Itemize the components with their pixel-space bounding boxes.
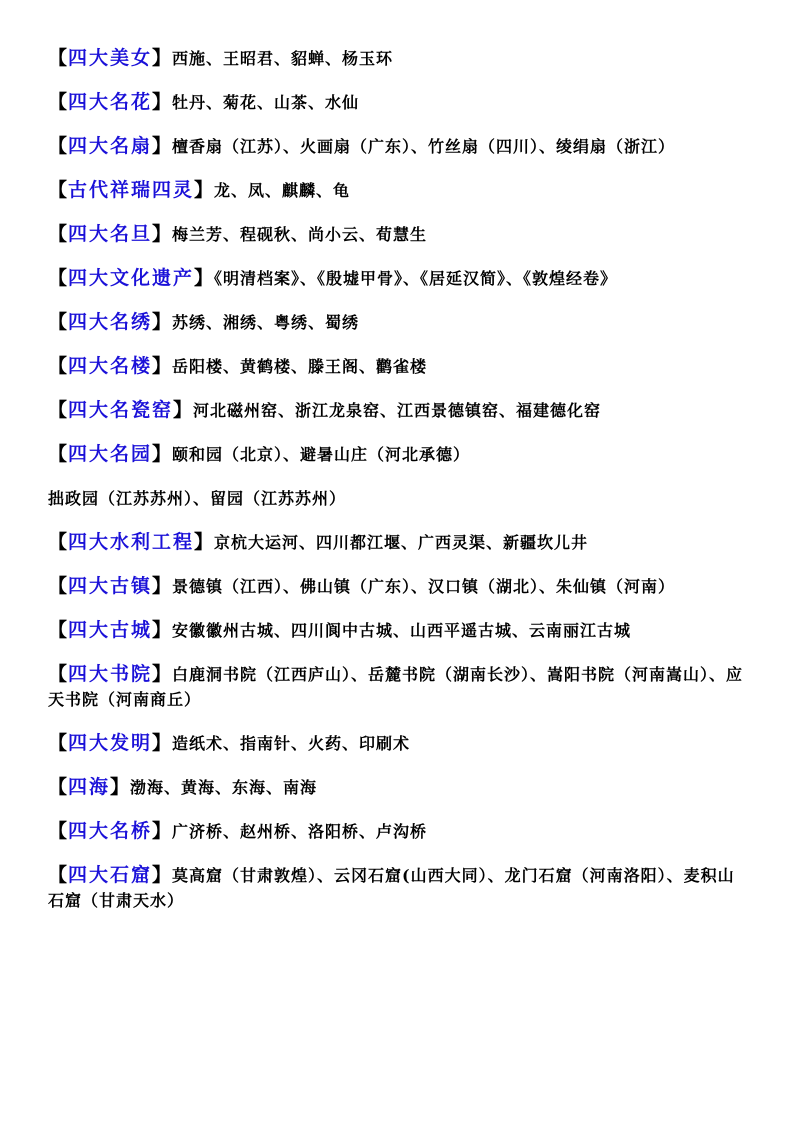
bracket-open: 【	[48, 179, 69, 201]
entry-title: 四大发明	[68, 732, 153, 754]
entry-title: 四大名园	[68, 443, 153, 465]
entry-text: 牡丹、菊花、山茶、水仙	[172, 93, 360, 112]
bracket-open: 【	[48, 91, 69, 113]
entry-text: 造纸术、指南针、火药、印刷术	[172, 734, 411, 753]
entry-four-towers	[48, 354, 748, 379]
entry-title: 四大名瓷窑	[68, 399, 174, 421]
entry-four-bridges	[48, 819, 748, 844]
entry-title: 四大书院	[68, 663, 153, 685]
entry-four-inventions	[48, 731, 748, 756]
bracket-open: 【	[48, 355, 69, 377]
bracket-open: 【	[48, 443, 69, 465]
entry-title: 四大石窟	[68, 864, 153, 886]
entry-four-grottoes	[48, 863, 748, 913]
entry-four-flowers	[48, 90, 748, 115]
entry-title: 四大名绣	[68, 311, 153, 333]
entry-title: 四大文化遗产	[68, 267, 195, 289]
bracket-open: 【	[48, 135, 69, 157]
entry-four-fans	[48, 134, 748, 159]
entry-four-cities	[48, 618, 748, 643]
entry-text: 安徽徽州古城、四川阆中古城、山西平遥古城、云南丽江古城	[172, 621, 632, 640]
bracket-close: 】	[152, 443, 173, 465]
bracket-open: 【	[48, 776, 69, 798]
bracket-open: 【	[48, 820, 69, 842]
entry-title: 四大名旦	[68, 223, 153, 245]
entry-text: 河北磁州窑、浙江龙泉窑、江西景德镇窑、福建德化窑	[193, 401, 602, 420]
entry-text: 莫高窟（甘肃敦煌）、云冈石窟(山西大同）、龙门石窟（河南洛阳）、麦积山石窟（甘肃天水）	[48, 866, 735, 910]
bracket-close: 】	[152, 311, 173, 333]
bracket-close: 】	[152, 732, 173, 754]
bracket-open: 【	[48, 575, 69, 597]
gardens-continuation: 拙政园（江苏苏州）、留园（江苏苏州）	[48, 489, 347, 508]
entry-text: 京杭大运河、四川都江堰、广西灵渠、新疆坎儿井	[214, 533, 589, 552]
entry-text: 梅兰芳、程砚秋、尚小云、荀慧生	[172, 225, 428, 244]
bracket-open: 【	[48, 732, 69, 754]
bracket-close: 】	[152, 619, 173, 641]
bracket-open: 【	[48, 663, 69, 685]
entry-text: 渤海、黄海、东海、南海	[130, 778, 318, 797]
bracket-close: 】	[152, 47, 173, 69]
entry-four-towns	[48, 574, 748, 599]
entry-title: 四大名楼	[68, 355, 153, 377]
bracket-open: 【	[48, 311, 69, 333]
entry-text: 《明清档案》、《殷墟甲骨》、《居延汉简》、《敦煌经卷》	[214, 269, 618, 288]
bracket-close: 】	[152, 663, 173, 685]
bracket-close: 】	[152, 864, 173, 886]
entry-title: 四大古城	[68, 619, 153, 641]
entry-four-dan	[48, 222, 748, 247]
entry-title: 四大名花	[68, 91, 153, 113]
bracket-close: 】	[152, 135, 173, 157]
bracket-open: 【	[48, 399, 69, 421]
entry-four-auspicious	[48, 178, 748, 203]
entry-title: 四大名桥	[68, 820, 153, 842]
entry-title: 四大水利工程	[68, 531, 195, 553]
bracket-open: 【	[48, 619, 69, 641]
entry-text: 岳阳楼、黄鹤楼、滕王阁、鹳雀楼	[172, 357, 428, 376]
entry-four-seas	[48, 775, 748, 800]
entry-title: 四海	[68, 776, 111, 798]
entry-title: 四大美女	[68, 47, 153, 69]
bracket-close: 】	[110, 776, 131, 798]
bracket-close: 】	[173, 399, 194, 421]
bracket-close: 】	[152, 355, 173, 377]
entry-text: 景德镇（江西）、佛山镇（广东）、汉口镇（湖北）、朱仙镇（河南）	[172, 577, 676, 596]
entry-text: 苏绣、湘绣、粤绣、蜀绣	[172, 313, 360, 332]
bracket-close: 】	[194, 179, 215, 201]
entry-four-beauties	[48, 46, 748, 71]
bracket-close: 】	[152, 820, 173, 842]
bracket-close: 】	[152, 91, 173, 113]
entry-title: 四大古镇	[68, 575, 153, 597]
bracket-close: 】	[194, 267, 215, 289]
bracket-open: 【	[48, 267, 69, 289]
entry-text: 颐和园（北京）、避暑山庄（河北承德）	[172, 445, 471, 464]
entry-four-gardens	[48, 442, 748, 467]
entry-text: 龙、凤、麒麟、龟	[214, 181, 351, 200]
entry-four-water-works	[48, 530, 748, 555]
entry-text: 檀香扇（江苏）、火画扇（广东）、竹丝扇（四川）、绫绢扇（浙江）	[172, 137, 676, 156]
entry-four-heritage	[48, 266, 748, 291]
entry-four-kilns	[48, 398, 748, 423]
entry-text: 西施、王昭君、貂蝉、杨玉环	[172, 49, 394, 68]
entry-four-academies	[48, 662, 748, 712]
bracket-open: 【	[48, 223, 69, 245]
bracket-close: 】	[194, 531, 215, 553]
bracket-close: 】	[152, 223, 173, 245]
entry-text: 广济桥、赵州桥、洛阳桥、卢沟桥	[172, 822, 428, 841]
entry-title: 古代祥瑞四灵	[68, 179, 195, 201]
bracket-open: 【	[48, 864, 69, 886]
entry-text: 白鹿洞书院（江西庐山）、岳麓书院（湖南长沙）、嵩阳书院（河南嵩山）、应天书院（河南商丘）	[48, 665, 744, 709]
entry-four-embroidery	[48, 310, 748, 335]
bracket-close: 】	[152, 575, 173, 597]
document-body	[48, 46, 748, 932]
bracket-open: 【	[48, 531, 69, 553]
entry-title: 四大名扇	[68, 135, 153, 157]
bracket-open: 【	[48, 47, 69, 69]
